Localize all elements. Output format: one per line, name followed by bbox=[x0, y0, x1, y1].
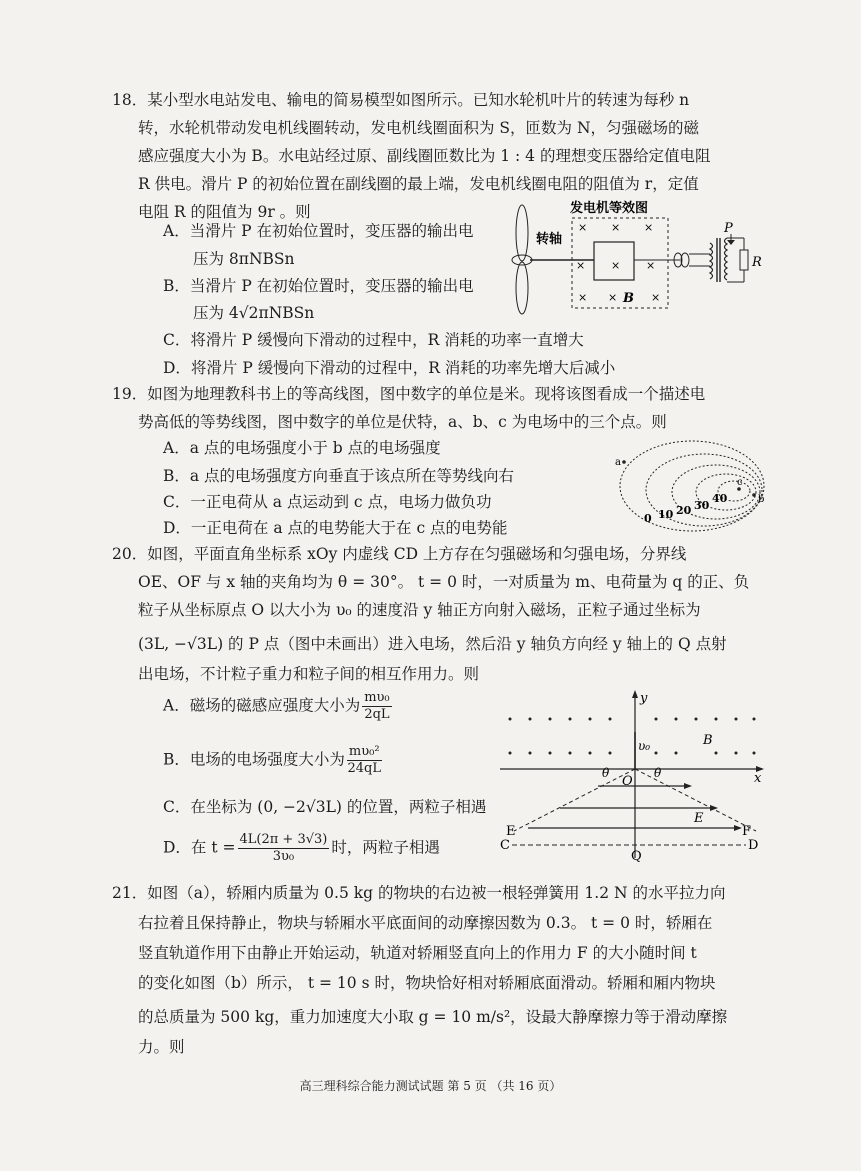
question-20 bbox=[112, 540, 768, 688]
svg-text:×: × bbox=[578, 291, 588, 304]
q20-option-b: B．电场的电场强度大小为 $\frac{\text{mυ₀²}}{24qL}$ bbox=[163, 744, 381, 776]
q20-option-a: A．磁场的磁感应强度大小为 $\frac{\text{mυ₀}}{2qL}$ bbox=[163, 690, 390, 722]
axis-label: 转轴 bbox=[536, 232, 563, 247]
resistor-r bbox=[740, 250, 748, 270]
svg-text:×: × bbox=[578, 221, 588, 234]
magnetic-field-dots bbox=[509, 718, 756, 755]
fraction-a: $\frac{\text{mυ₀}}{2qL}$ bbox=[364, 690, 390, 722]
field-label-b: B bbox=[623, 291, 634, 306]
q18-option-b-1: B．当滑片 P 在初始位置时，变压器的输出电 bbox=[163, 277, 474, 295]
svg-text:×: × bbox=[608, 291, 618, 304]
question-18-line-4: R 供电。滑片 P 的初始位置在副线圈的最上端，发电机线圈电阻的阻值为 r，定值 bbox=[138, 175, 699, 193]
q18-option-d: D．将滑片 P 缓慢向下滑动的过程中，R 消耗的功率先增大后减小 bbox=[163, 359, 616, 377]
question-21-line-5: 的总质量为 500 kg，重力加速度大小取 g = 10 m/s²，设最大静摩擦力等于滑动摩擦 bbox=[138, 1008, 728, 1026]
slider-p-label: P bbox=[724, 221, 733, 236]
question-21 bbox=[112, 878, 768, 1062]
theta-left: θ bbox=[602, 766, 610, 780]
question-18-line-2: 转，水轮机带动发电机线圈转动，发电机线圈面积为 S，匝数为 N，匀强磁场的磁 bbox=[138, 119, 700, 137]
svg-text:×: × bbox=[611, 259, 621, 272]
fraction-d: $\frac{4L(2\pi + 3√3)}{\text{3υ₀}}$ bbox=[239, 832, 328, 864]
question-number: 20． bbox=[112, 545, 148, 563]
q18-option-a-2: 压为 8πNBSn bbox=[193, 250, 295, 268]
question-21-line-6: 力。则 bbox=[138, 1038, 185, 1056]
page-footer: 高三理科综合能力测试试题 第 5 页 （共 16 页） bbox=[299, 1079, 562, 1093]
question-21-line-4: 的变化如图（b）所示， t = 10 s 时，物块恰好相对轿厢底面滑动。轿厢和厢内物块 bbox=[138, 974, 716, 992]
question-18-line-5: 电阻 R 的阻值为 9r 。则 bbox=[138, 203, 311, 221]
question-20-line-4: (3L, −√3L) 的 P 点（图中未画出）进入电场，然后沿 y 轴负方向经 y 轴上的 Q 点射 bbox=[138, 635, 727, 653]
question-20-line-5: 出电场，不计粒子重力和粒子间的相互作用力。则 bbox=[138, 665, 480, 683]
point-c: c bbox=[737, 477, 743, 488]
velocity-label: υ₀ bbox=[638, 739, 651, 753]
q18-option-c: C．将滑片 P 缓慢向下滑动的过程中，R 消耗的功率一直增大 bbox=[163, 331, 584, 349]
svg-text:×: × bbox=[646, 259, 656, 272]
point-b: b bbox=[758, 494, 765, 505]
point-e-label: E bbox=[506, 824, 516, 839]
question-21-line-2: 右拉着且保持静止，物块与轿厢水平底面间的动摩擦因数为 0.3。 t = 0 时，轿厢在 bbox=[138, 914, 713, 932]
field-b-label: B bbox=[703, 733, 713, 748]
boundary-oe bbox=[514, 769, 635, 831]
q20-option-c: C．在坐标为 (0, −2√3L) 的位置，两粒子相遇 bbox=[163, 798, 487, 816]
y-axis-label: y bbox=[640, 691, 648, 706]
point-f-label: F bbox=[742, 824, 752, 839]
q19-option-d: D．一正电荷在 a 点的电势能大于在 c 点的电势能 bbox=[163, 519, 508, 537]
resistor-r-label: R bbox=[752, 255, 762, 270]
q20-option-d: D．在 t = $\frac{4L(2\pi + 3√3)}{\text{3υ₀}}$ 时，两粒子相遇 bbox=[163, 832, 440, 864]
question-number: 21． bbox=[112, 884, 148, 902]
origin-label: O bbox=[622, 774, 633, 789]
point-a: a bbox=[615, 457, 621, 468]
field-figure bbox=[498, 690, 770, 864]
q19-option-c: C．一正电荷从 a 点运动到 c 点，电场力做负功 bbox=[163, 493, 492, 511]
question-19 bbox=[112, 380, 768, 436]
theta-right: θ bbox=[654, 766, 662, 780]
generator-figure bbox=[510, 198, 770, 320]
question-20-line-2: OE、OF 与 x 轴的夹角均为 θ = 30°。 t = 0 时，一对质量为 m、电荷量为 q 的正、负 bbox=[138, 573, 750, 591]
svg-text:×: × bbox=[611, 221, 621, 234]
q19-option-b: B．a 点的电场强度方向垂直于该点所在等势线向右 bbox=[163, 467, 515, 485]
svg-text:×: × bbox=[576, 259, 586, 272]
q18-option-b-2: 压为 4√2πNBSn bbox=[193, 304, 315, 322]
contour-label-0: 0 bbox=[644, 512, 652, 525]
question-19-line-2: 势高低的等势线图，图中数字的单位是伏特，a、b、c 为电场中的三个点。则 bbox=[138, 413, 667, 431]
question-18-line-1: 18．某小型水电站发电、输电的简易模型如图所示。已知水轮机叶片的转速为每秒 n bbox=[112, 91, 690, 109]
contour-label-40: 40 bbox=[712, 492, 728, 505]
point-d-label: D bbox=[748, 838, 759, 853]
question-21-line-1: 21．如图（a），轿厢内质量为 0.5 kg 的物块的右边被一根轻弹簧用 1.2 N 的水平拉力向 bbox=[112, 884, 726, 902]
svg-text:×: × bbox=[644, 221, 654, 234]
contour-label-20: 20 bbox=[676, 504, 692, 517]
x-axis-label: x bbox=[754, 771, 762, 786]
question-21-line-3: 竖直轨道作用下由静止开始运动，轨道对轿厢竖直向上的作用力 F 的大小随时间 t bbox=[138, 944, 697, 962]
q18-option-a-1: A．当滑片 P 在初始位置时，变压器的输出电 bbox=[163, 222, 474, 240]
point-q-label: Q bbox=[631, 849, 642, 864]
question-19-line-1: 19．如图为地理教科书上的等高线图，图中数字的单位是米。现将该图看成一个描述电 bbox=[112, 385, 706, 403]
question-20-line-1: 20．如图，平面直角坐标系 xOy 内虚线 CD 上方存在匀强磁场和匀强电场，分界线 bbox=[112, 545, 687, 563]
fraction-b: $\frac{\text{mυ₀²}}{24qL}$ bbox=[347, 744, 381, 776]
question-number: 18． bbox=[112, 91, 148, 109]
generator-figure-title: 发电机等效图 bbox=[570, 201, 649, 216]
contour-label-30: 30 bbox=[694, 499, 710, 512]
q19-option-a: A．a 点的电场强度小于 b 点的电场强度 bbox=[163, 439, 441, 457]
svg-text:×: × bbox=[651, 291, 661, 304]
question-20-line-3: 粒子从坐标原点 O 以大小为 υ₀ 的速度沿 y 轴正方向射入磁场，正粒子通过坐标为 bbox=[138, 601, 701, 619]
contour-label-10: 10 bbox=[658, 508, 674, 521]
question-number: 19． bbox=[112, 385, 148, 403]
field-crosses bbox=[576, 221, 660, 304]
electric-field-label: E bbox=[694, 811, 704, 826]
equipotential-figure bbox=[606, 434, 776, 536]
question-18-line-3: 感应强度大小为 B。水电站经过原、副线圈匝数比为 1 : 4 的理想变压器给定值电阻 bbox=[138, 147, 711, 165]
point-c-label: C bbox=[500, 838, 510, 853]
